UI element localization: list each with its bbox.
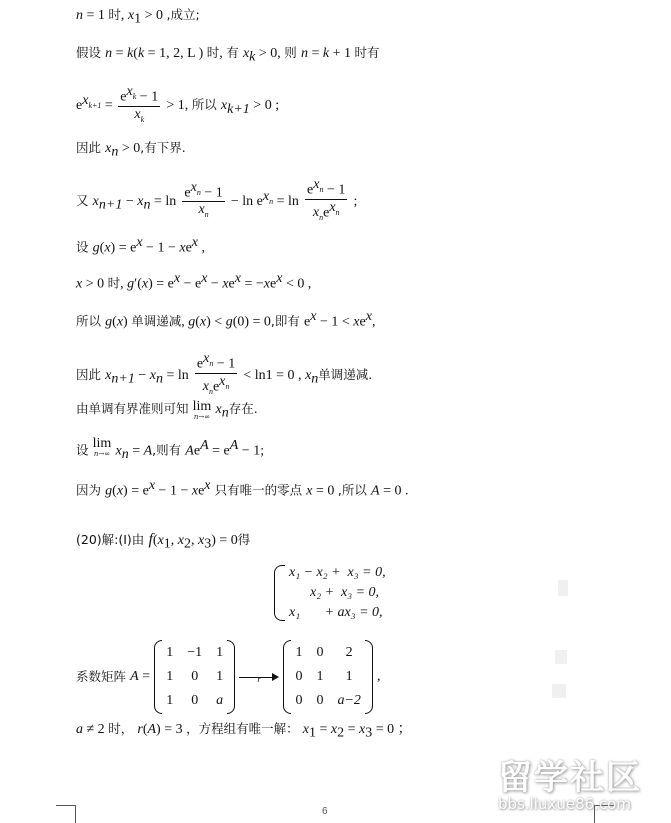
text: ,所以 <box>337 482 367 498</box>
equation-3: x₁ + ax₃ = 0, <box>289 605 383 620</box>
text: 因此 <box>76 140 102 155</box>
text: (20)解:(I)由 <box>76 532 145 547</box>
matrix-cell: 1 <box>216 669 224 684</box>
proof-line-base-case: n = 1 时, $x_1 > 0$ ,成立; <box>76 7 200 27</box>
proof-line-induction-hypothesis: 假设 n = k(k = 1, 2, L ) 时, 有 $x_k > 0$, 则 n = k + 1 时有 <box>76 45 380 65</box>
text: ,则有 <box>152 442 182 458</box>
page-number: 6 <box>322 806 328 817</box>
text: 因为 <box>76 482 102 498</box>
text: 得 <box>237 532 251 547</box>
fraction: $\frac{e^{x_k} - 1}{x_k}$ <box>120 84 159 124</box>
proof-line-monotone: 所以 g(x) 单调递减, g(x) < g(0) = 0,即有 $e^x - 1 < xe^x$, <box>76 309 376 330</box>
matrix-cell: 1 <box>295 645 303 660</box>
text: 设 <box>76 239 89 255</box>
scan-artifact <box>558 580 568 596</box>
matrix-cell: 0 <box>191 693 199 708</box>
problem-20-heading: (20)解:(I)由 $f(x_1$, $x_2$, $x_3) = 0$得 <box>76 531 251 552</box>
text: 时 <box>108 721 121 736</box>
equation-1: x₁ − x₂ + x₃ = 0, <box>289 565 386 580</box>
text: 只有唯一的零点 <box>214 482 303 498</box>
matrix-reduced <box>283 640 372 714</box>
arrow-label: r <box>257 674 261 684</box>
matrix-cell: 1 <box>166 693 174 708</box>
scan-artifact <box>552 684 566 698</box>
left-brace <box>274 565 285 621</box>
matrix-cell: 0 <box>316 645 324 660</box>
text: 因此 <box>76 366 102 382</box>
watermark-url: bbs.liuxue86.com <box>498 795 631 813</box>
matrix-cell: 0 <box>191 669 199 684</box>
text: 有 <box>226 45 239 60</box>
proof-line-conclusion: 因为 $g(x) = e^x - 1 - xe^x$ 只有唯一的零点 x = 0 ,所以 A = 0 . <box>76 478 409 499</box>
matrix-cell: a <box>216 693 224 708</box>
text: 所以 <box>191 97 217 113</box>
text: 设 <box>76 442 89 458</box>
matrix-cell: 1 <box>166 645 174 660</box>
matrix-cell: 0 <box>295 669 303 684</box>
text: 时 <box>206 45 220 60</box>
limit-operator: lim n→∞ <box>92 436 112 458</box>
matrix-cell: 1 <box>216 645 224 660</box>
matrix-cell: −1 <box>187 645 203 660</box>
text: ，方程组有唯一解： <box>186 721 299 736</box>
matrix-cell: 0 <box>295 693 303 708</box>
proof-line-difference: 又 $x_{n+1} - x_n = \ln$ $\frac{e^{x_n} - 1}{x_n}$ − $\ln e^{x_n} = \ln$ $\frac{e^{x_n} - 1}{x_ne^{x_n}}$ ; <box>76 177 357 226</box>
matrix-cell: 1 <box>166 669 174 684</box>
text: 假设 <box>76 45 102 60</box>
text: 时 <box>108 7 121 22</box>
limit-operator: lim n→∞ <box>192 399 212 421</box>
fraction: $\frac{e^{x_n} - 1}{x_ne^{x_n}}$ <box>307 177 346 222</box>
equation-system <box>274 565 386 621</box>
coefficient-matrix-line: 系数矩阵 A = 1 −1 1 1 0 1 1 0 a r 1 0 2 0 1 1 0 0 a−2 , <box>76 640 381 714</box>
text: ,成立; <box>166 7 200 22</box>
text: 系数矩阵 <box>76 669 127 684</box>
watermark-brand: 留学社区 <box>498 758 642 798</box>
text: 时 <box>107 275 121 291</box>
crop-mark-left <box>56 805 76 823</box>
matrix-cell: a−2 <box>337 693 361 708</box>
text: 则 <box>284 45 297 60</box>
text: 单调递减. <box>318 366 373 382</box>
matrix-cell: 2 <box>345 645 353 660</box>
proof-line-derivative: x > 0 时, $g'(x) = e^x - e^x - xe^x = -xe^x < 0$ , <box>76 271 312 292</box>
text: ,即有 <box>270 313 300 329</box>
proof-line-limit-exists: 由单调有界准则可知 lim n→∞ $x_n$存在. <box>76 399 258 421</box>
matrix-cell: 1 <box>345 669 353 684</box>
proof-line-define-g: 设 $g(x) = e^x - 1 - xe^x$ , <box>76 235 205 256</box>
matrix-a <box>154 640 235 714</box>
text: 又 <box>76 192 89 208</box>
fraction: $\frac{e^{x_n} - 1}{x_ne^{x_n}}$ <box>196 351 236 396</box>
matrix-cell: 0 <box>316 693 324 708</box>
text: 时有 <box>354 45 380 60</box>
text: 单调递减 <box>131 313 182 329</box>
scan-artifact <box>555 650 567 664</box>
equation-2: x₂ + x₃ = 0, <box>289 585 380 600</box>
fraction: $\frac{e^{x_n} - 1}{x_n}$ <box>184 179 223 220</box>
text: ,有下界. <box>140 140 186 155</box>
matrix-cell: 1 <box>316 669 324 684</box>
proof-line-limit-equation: 设 lim n→∞ $x_n = A$,则有 $Ae^A = e^A - 1$; <box>76 436 265 462</box>
text: 由单调有界准则可知 <box>76 401 189 416</box>
unique-solution-line: a ≠ 2 时， r(A) = 3 ，方程组有唯一解： $x_1 = x_2 = x_3 = 0$ ； <box>76 721 412 741</box>
text: 所以 <box>76 313 102 329</box>
text: 存在. <box>228 401 258 416</box>
proof-line-lower-bound: 因此 $x_n > 0$,有下界. <box>76 140 186 160</box>
watermark <box>498 750 668 813</box>
proof-line-decreasing: 因此 $x_{n+1} - x_n = \ln$ $\frac{e^{x_n} - 1}{x_ne^{x_n}}$ < ln1 = 0 , $x_n$单调递减. <box>76 351 372 400</box>
proof-line-induction-step: $e^{x_{k+1}}$ = $\frac{e^{x_k} - 1}{x_k}$ > 1, 所以 $x_{k+1} > 0$ ; <box>76 84 279 127</box>
